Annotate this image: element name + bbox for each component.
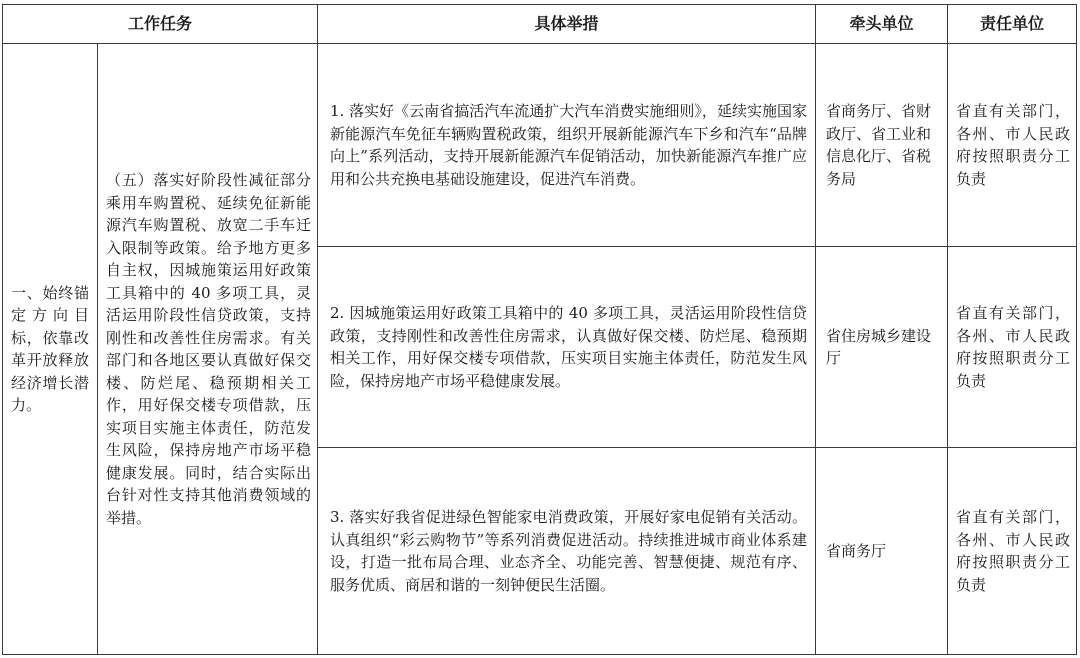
header-measure: 具体举措	[318, 5, 816, 44]
header-responsible-unit: 责任单位	[948, 5, 1077, 44]
responsible-unit-cell: 省直有关部门，各州、市人民政府按照职责分工负责	[948, 448, 1077, 655]
lead-unit-cell: 省商务厅	[816, 448, 948, 655]
header-lead-unit: 牵头单位	[816, 5, 948, 44]
responsible-unit-cell: 省直有关部门，各州、市人民政府按照职责分工负责	[948, 44, 1077, 247]
header-task: 工作任务	[3, 5, 318, 44]
measure-cell: 1. 落实好《云南省搞活汽车流通扩大汽车消费实施细则》，延续实施国家新能源汽车免征车辆购置税政策，组织开展新能源汽车下乡和汽车“品牌向上”系列活动，支持开展新能源汽车促销活动，加快新能源汽车推广应用和公共充换电基础设施建设，促进汽车消费。	[318, 44, 816, 247]
policy-table	[2, 4, 1077, 655]
measure-cell: 3. 落实好我省促进绿色智能家电消费政策，开展好家电促销有关活动。认真组织“彩云购物节”等系列消费促进活动。持续推进城市商业体系建设，打造一批布局合理、业态齐全、功能完善、智慧便捷、规范有序、服务优质、商居和谐的一刻钟便民生活圈。	[318, 448, 816, 655]
table-row	[3, 44, 1077, 247]
subtask-cell: （五）落实好阶段性减征部分乘用车购置税、延续免征新能源汽车购置税、放宽二手车迁入限制等政策。给予地方更多自主权，因城施策运用好政策工具箱中的 40 多项工具，灵活运用阶段性信贷政策，支持刚性和改善性住房需求。有关部门和各地区要认真做好保交楼、防烂尾、稳预期相关工作，用好保交楼专项借款，压实项目实施主体责任，防范发生风险，保持房地产市场平稳健康发展。同时，结合实际出台针对性支持其他消费领域的举措。	[98, 44, 318, 655]
task-cell: 一、始终锚定方向目标，依靠改革开放释放经济增长潜力。	[3, 44, 98, 655]
responsible-unit-cell: 省直有关部门，各州、市人民政府按照职责分工负责	[948, 247, 1077, 448]
measure-cell: 2. 因城施策运用好政策工具箱中的 40 多项工具，灵活运用阶段性信贷政策，支持刚性和改善性住房需求，认真做好保交楼、防烂尾、稳预期相关工作，用好保交楼专项借款，压实项目实施主体责任，防范发生风险，保持房地产市场平稳健康发展。	[318, 247, 816, 448]
lead-unit-cell: 省商务厅、省财政厅、省工业和信息化厅、省税务局	[816, 44, 948, 247]
table-header-row	[3, 5, 1077, 44]
lead-unit-cell: 省住房城乡建设厅	[816, 247, 948, 448]
